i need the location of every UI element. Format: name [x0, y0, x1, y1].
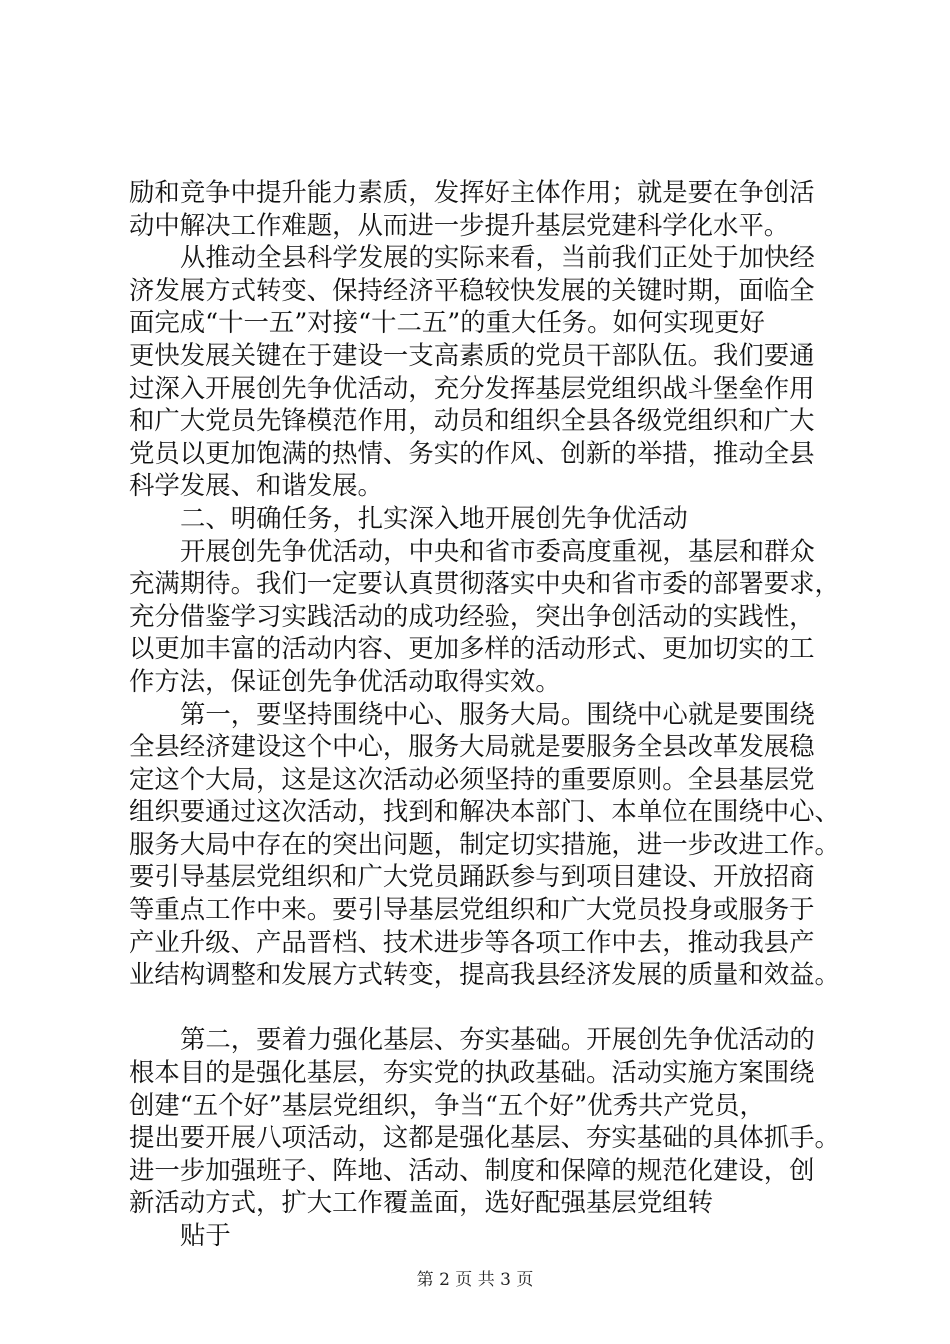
text-line: 充满期待。我们一定要认真贯彻落实中央和省市委的部署要求，: [129, 568, 840, 599]
document-body: [129, 176, 840, 1252]
text-line: 提出要开展八项活动，这都是强化基层、夯实基础的具体抓手。: [129, 1122, 840, 1153]
text-line: 等重点工作中来。要引导基层党组织和广大党员投身或服务于: [129, 894, 815, 925]
text-line: 过深入开展创先争优活动，充分发挥基层党组织战斗堡垒作用: [129, 372, 815, 403]
text-line: 创建“五个好”基层党组织，争当“五个好”优秀共产党员，: [129, 1089, 765, 1120]
text-line: 定这个大局，这是这次活动必须坚持的重要原则。全县基层党: [129, 763, 815, 794]
text-line: 根本目的是强化基层，夯实党的执政基础。活动实施方案围绕: [129, 1057, 815, 1088]
text-line: 充分借鉴学习实践活动的成功经验，突出争创活动的实践性，: [129, 600, 815, 631]
section-heading: 二、明确任务，扎实深入地开展创先争优活动: [180, 502, 688, 533]
text-line: 组织要通过这次活动，找到和解决本部门、本单位在围绕中心、: [129, 796, 840, 827]
paragraph-gap: [129, 991, 829, 1024]
paragraph-start-line: 第一，要坚持围绕中心、服务大局。围绕中心就是要围绕: [180, 698, 815, 729]
text-line: 更快发展关键在于建设一支高素质的党员干部队伍。我们要通: [129, 339, 815, 370]
text-line: 和广大党员先锋模范作用，动员和组织全县各级党组织和广大: [129, 405, 815, 436]
text-line: 服务大局中存在的突出问题，制定切实措施，进一步改进工作。: [129, 828, 840, 859]
text-line: 要引导基层党组织和广大党员踊跃参与到项目建设、开放招商: [129, 861, 815, 892]
page-number-label: 第 2 页 共 3 页: [416, 1270, 534, 1290]
text-line: 面完成“十一五”对接“十二五”的重大任务。如何实现更好: [129, 307, 765, 338]
text-line: 动中解决工作难题，从而进一步提升基层党建科学化水平。: [129, 209, 790, 240]
text-line: 贴于: [180, 1220, 231, 1250]
text-line: 新活动方式，扩大工作覆盖面，选好配强基层党组转: [129, 1187, 713, 1218]
text-line: 励和竞争中提升能力素质，发挥好主体作用；就是要在争创活: [129, 177, 815, 207]
paragraph-start-line: 从推动全县科学发展的实际来看，当前我们正处于加快经: [180, 242, 815, 273]
text-line: 作方法，保证创先争优活动取得实效。: [129, 665, 561, 696]
text-line: 全县经济建设这个中心，服务大局就是要服务全县改革发展稳: [129, 731, 815, 762]
paragraph-start-line: 第二，要着力强化基层、夯实基础。开展创先争优活动的: [180, 1024, 815, 1055]
paragraph-start-line: 开展创先争优活动，中央和省市委高度重视，基层和群众: [180, 535, 815, 566]
text-line: 进一步加强班子、阵地、活动、制度和保障的规范化建设，创: [129, 1154, 815, 1185]
text-line: 以更加丰富的活动内容、更加多样的活动形式、更加切实的工: [129, 633, 815, 664]
text-line: 产业升级、产品晋档、技术进步等各项工作中去，推动我县产: [129, 926, 815, 957]
text-line: 党员以更加饱满的热情、务实的作风、创新的举措，推动全县: [129, 437, 815, 468]
text-line: 业结构调整和发展方式转变，提高我县经济发展的质量和效益。: [129, 959, 840, 990]
page-footer: [0, 1270, 950, 1290]
text-line: 科学发展、和谐发展。: [129, 470, 383, 501]
text-line: 济发展方式转变、保持经济平稳较快发展的关键时期，面临全: [129, 274, 815, 305]
